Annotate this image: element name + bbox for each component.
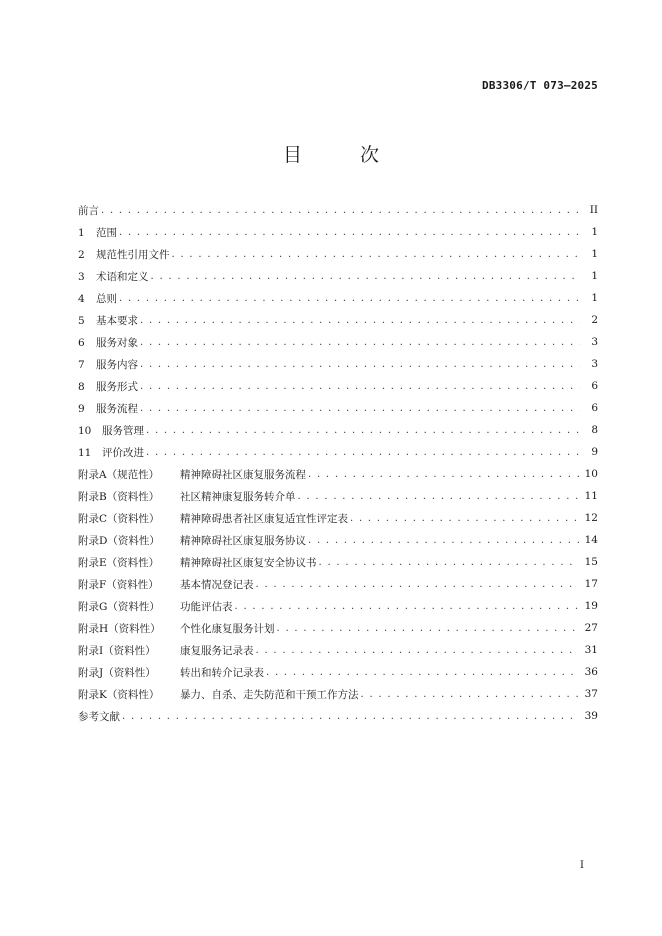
- toc-leader-dots: [146, 425, 580, 436]
- toc-leader-dots: [256, 579, 579, 590]
- table-of-contents: [78, 199, 598, 727]
- toc-entry-label: 术语和定义: [96, 270, 149, 283]
- toc-appendix-id: 附录K（资料性）: [78, 688, 160, 701]
- page-number: I: [580, 860, 584, 871]
- toc-entry[interactable]: [78, 441, 598, 463]
- toc-page-number: 14: [584, 534, 598, 546]
- toc-section-number: 6: [78, 336, 85, 349]
- toc-entry-title: [78, 665, 266, 680]
- toc-appendix-id: 附录D（资料性）: [78, 534, 160, 547]
- toc-appendix-id: 附录J（资料性）: [78, 666, 156, 679]
- toc-entry-title: [78, 423, 146, 438]
- toc-entry-label: 功能评估表: [180, 600, 233, 613]
- toc-leader-dots: [140, 359, 580, 370]
- toc-leader-dots: [172, 249, 581, 260]
- toc-leader-dots: [361, 689, 579, 700]
- toc-entry[interactable]: [78, 287, 598, 309]
- toc-entry-title: [78, 511, 350, 526]
- toc-entry-label: 暴力、自杀、走失防范和干预工作方法: [180, 688, 359, 701]
- toc-entry-title: [78, 401, 140, 416]
- toc-entry-label: 精神障碍社区康复服务协议: [180, 534, 306, 547]
- toc-entry-title: [78, 269, 151, 284]
- toc-entry-label: 社区精神康复服务转介单: [180, 490, 296, 503]
- toc-section-number: 4: [78, 292, 85, 305]
- toc-leader-dots: [308, 469, 579, 480]
- toc-page-number: 15: [584, 556, 598, 568]
- toc-leader-dots: [146, 447, 580, 458]
- toc-entry[interactable]: [78, 375, 598, 397]
- toc-page-number: 27: [584, 622, 598, 634]
- toc-appendix-id: 附录A（规范性）: [78, 468, 160, 481]
- toc-entry[interactable]: [78, 419, 598, 441]
- toc-section-number: 5: [78, 314, 85, 327]
- toc-entry-title: [78, 379, 140, 394]
- toc-entry-title: [78, 599, 235, 614]
- toc-page-number: 1: [591, 248, 598, 260]
- toc-leader-dots: [235, 601, 579, 612]
- toc-entry-label: 评价改进: [102, 446, 144, 459]
- toc-entry-title: [78, 533, 308, 548]
- toc-entry[interactable]: [78, 221, 598, 243]
- toc-entry-label: 总则: [96, 292, 117, 305]
- toc-leader-dots: [122, 711, 579, 722]
- toc-entry-label: 精神障碍患者社区康复适宜性评定表: [180, 512, 348, 525]
- toc-section-number: 9: [78, 402, 85, 415]
- toc-entry-title: [78, 489, 298, 504]
- toc-entry[interactable]: [78, 463, 598, 485]
- toc-entry[interactable]: [78, 551, 598, 573]
- toc-section-number: 10: [78, 424, 92, 437]
- toc-leader-dots: [308, 535, 579, 546]
- toc-appendix-id: 附录F（资料性）: [78, 578, 159, 591]
- toc-entry-label: 服务管理: [102, 424, 144, 437]
- toc-page-number: 19: [584, 600, 598, 612]
- toc-appendix-id: 附录I（资料性）: [78, 644, 156, 657]
- toc-page-number: 39: [584, 710, 598, 722]
- toc-entry-title: [78, 203, 101, 218]
- toc-leader-dots: [101, 205, 580, 216]
- toc-page-number: 17: [584, 578, 598, 590]
- toc-page-number: 6: [591, 380, 598, 392]
- toc-entry-label: 个性化康复服务计划: [180, 622, 275, 635]
- toc-leader-dots: [350, 513, 579, 524]
- toc-leader-dots: [319, 557, 579, 568]
- toc-entry[interactable]: [78, 331, 598, 353]
- toc-entry-label: 转出和转介记录表: [180, 666, 264, 679]
- toc-entry[interactable]: [78, 683, 598, 705]
- toc-leader-dots: [266, 667, 579, 678]
- toc-page-number: II: [589, 204, 598, 216]
- toc-section-number: 2: [78, 248, 85, 261]
- toc-entry[interactable]: [78, 309, 598, 331]
- toc-entry[interactable]: [78, 639, 598, 661]
- toc-section-number: 1: [78, 226, 85, 239]
- toc-entry-label: 基本情况登记表: [180, 578, 254, 591]
- toc-leader-dots: [277, 623, 579, 634]
- toc-entry-label: 前言: [78, 204, 99, 217]
- toc-page-number: 10: [584, 468, 598, 480]
- toc-entry[interactable]: [78, 199, 598, 221]
- toc-entry-title: [78, 467, 308, 482]
- toc-page-number: 2: [591, 314, 598, 326]
- toc-entry-label: 范围: [96, 226, 117, 239]
- toc-entry[interactable]: [78, 243, 598, 265]
- toc-entry-title: [78, 687, 361, 702]
- toc-leader-dots: [140, 381, 580, 392]
- toc-page-number: 1: [591, 226, 598, 238]
- page-title: 目 次: [282, 144, 406, 166]
- toc-entry[interactable]: [78, 705, 598, 727]
- toc-entry[interactable]: [78, 529, 598, 551]
- toc-page-number: 37: [584, 688, 598, 700]
- toc-page-number: 9: [591, 446, 598, 458]
- toc-appendix-id: 附录B（资料性）: [78, 490, 160, 503]
- toc-entry-label: 服务内容: [96, 358, 138, 371]
- toc-appendix-id: 附录H（资料性）: [78, 622, 161, 635]
- standard-code: DB3306/T 073—2025: [482, 79, 598, 92]
- toc-section-number: 3: [78, 270, 85, 283]
- toc-section-number: 11: [78, 446, 92, 459]
- toc-entry-title: [78, 247, 172, 262]
- toc-page-number: 36: [584, 666, 598, 678]
- toc-entry-label: 精神障碍社区康复服务流程: [180, 468, 306, 481]
- toc-entry-label: 服务对象: [96, 336, 138, 349]
- toc-entry-title: [78, 643, 256, 658]
- toc-entry[interactable]: [78, 353, 598, 375]
- toc-entry-label: 规范性引用文件: [96, 248, 170, 261]
- toc-page-number: 1: [591, 270, 598, 282]
- toc-entry-label: 精神障碍社区康复安全协议书: [180, 556, 317, 569]
- toc-entry[interactable]: [78, 573, 598, 595]
- toc-entry-title: [78, 225, 119, 240]
- toc-leader-dots: [151, 271, 581, 282]
- toc-page-number: 1: [591, 292, 598, 304]
- toc-entry-label: 康复服务记录表: [180, 644, 254, 657]
- toc-entry-title: [78, 577, 256, 592]
- toc-entry-label: 服务形式: [96, 380, 138, 393]
- toc-page-number: 11: [584, 490, 598, 502]
- toc-page-number: 3: [591, 358, 598, 370]
- toc-entry-label: 基本要求: [96, 314, 138, 327]
- toc-leader-dots: [256, 645, 579, 656]
- toc-page-number: 6: [591, 402, 598, 414]
- toc-leader-dots: [140, 403, 580, 414]
- toc-entry-title: [78, 357, 140, 372]
- toc-entry-label: 参考文献: [78, 710, 120, 723]
- toc-page-number: 31: [584, 644, 598, 656]
- toc-entry[interactable]: [78, 617, 598, 639]
- toc-entry[interactable]: [78, 485, 598, 507]
- toc-appendix-id: 附录C（资料性）: [78, 512, 160, 525]
- toc-entry-title: [78, 621, 277, 636]
- toc-leader-dots: [298, 491, 579, 502]
- toc-leader-dots: [140, 337, 580, 348]
- toc-entry-title: [78, 313, 140, 328]
- toc-entry-title: [78, 709, 122, 724]
- toc-appendix-id: 附录G（资料性）: [78, 600, 160, 613]
- toc-leader-dots: [140, 315, 580, 326]
- toc-entry-label: 服务流程: [96, 402, 138, 415]
- toc-entry-title: [78, 335, 140, 350]
- toc-page-number: 3: [591, 336, 598, 348]
- toc-entry[interactable]: [78, 661, 598, 683]
- toc-entry[interactable]: [78, 265, 598, 287]
- toc-section-number: 7: [78, 358, 85, 371]
- toc-entry-title: [78, 291, 119, 306]
- toc-appendix-id: 附录E（资料性）: [78, 556, 160, 569]
- toc-entry[interactable]: [78, 507, 598, 529]
- toc-section-number: 8: [78, 380, 85, 393]
- toc-entry-title: [78, 445, 146, 460]
- toc-entry[interactable]: [78, 397, 598, 419]
- toc-leader-dots: [119, 293, 580, 304]
- toc-entry[interactable]: [78, 595, 598, 617]
- toc-page-number: 12: [584, 512, 598, 524]
- toc-entry-title: [78, 555, 319, 570]
- toc-page-number: 8: [591, 424, 598, 436]
- toc-leader-dots: [119, 227, 580, 238]
